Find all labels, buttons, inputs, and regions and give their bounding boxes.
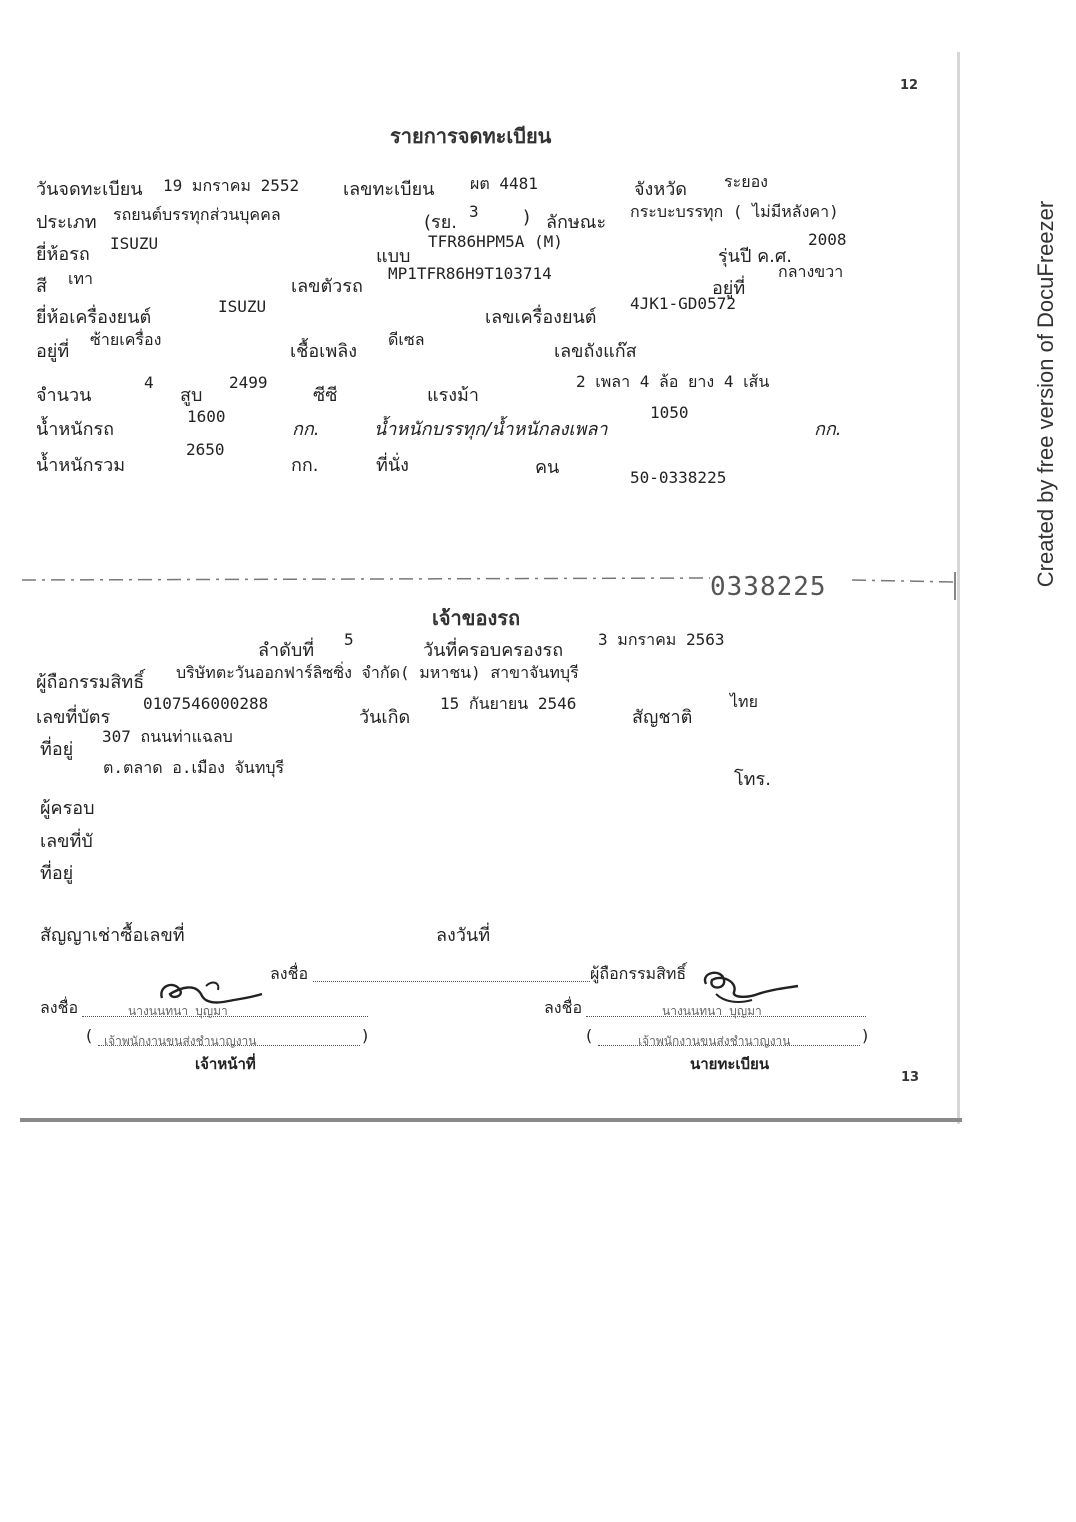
holder-sign-title: ผู้ถือกรรมสิทธิ์ [590, 964, 687, 983]
holder-label: ผู้ถือกรรมสิทธิ์ [36, 672, 145, 693]
left-signer-name: นางนนทนา บุญมา [128, 1004, 228, 1018]
chassis-value: MP1TFR86H9T103714 [388, 264, 552, 283]
engine-brand-value: ISUZU [218, 297, 267, 316]
chassis-location-label: อยู่ที่ [712, 278, 746, 299]
possess-date-value: 3 มกราคม 2563 [598, 630, 725, 649]
type-label: ประเภท [36, 212, 97, 233]
model-value: TFR86HPM5A (M) [428, 232, 563, 251]
chassis-label: เลขตัวรถ [291, 276, 363, 297]
kg-unit-2: กก. [814, 419, 842, 440]
model-label: แบบ [376, 246, 411, 267]
holder-sign-label: ลงชื่อ [270, 964, 309, 983]
province-label: จังหวัด [634, 179, 687, 200]
id-card-value: 0107546000288 [143, 694, 269, 713]
holder-sign-line [313, 980, 590, 982]
left-position: เจ้าพนักงานขนส่งชำนาญงาน [104, 1034, 257, 1048]
engine-no-value: 4JK1-GD0572 [630, 294, 736, 313]
gas-tank-label: เลขถังแก๊ส [554, 341, 637, 362]
year-label: รุ่นปี ค.ศ. [718, 246, 793, 267]
kg-unit-3: กก. [291, 455, 319, 476]
left-signature-mark [150, 976, 270, 1016]
style-value: กระบะบรรทุก ( ไม่มีหลังคา) [630, 202, 839, 221]
right-signer-name: นางนนทนา บุญมา [662, 1004, 762, 1018]
order-value: 5 [344, 630, 354, 649]
fuel-value: ดีเซล [388, 330, 425, 349]
engine-location-value: ซ้ายเครื่อง [90, 330, 162, 349]
reg-no-value: ผต 4481 [470, 174, 538, 193]
right-role: นายทะเบียน [690, 1055, 770, 1073]
color-label: สี [36, 276, 47, 297]
order-label: ลำดับที่ [258, 640, 315, 661]
color-value: เทา [68, 269, 93, 288]
province-value: ระยอง [724, 172, 768, 191]
gross-weight-label: น้ำหนักรวม [36, 455, 126, 476]
page-number-top: 12 [900, 78, 919, 93]
left-role: เจ้าหน้าที่ [195, 1055, 256, 1073]
right-sign-label: ลงชื่อ [544, 998, 583, 1017]
tel-label: โทร. [734, 769, 771, 790]
year-value: 2008 [808, 230, 847, 249]
sign-date-label: ลงวันที่ [436, 925, 491, 946]
left-paren-open: ( [86, 1026, 93, 1045]
reg-date-value: 19 มกราคม 2552 [163, 176, 300, 195]
reg-date-label: วันจดทะเบียน [36, 179, 143, 200]
address-line-2: ต.ตลาด อ.เมือง จันทบุรี [103, 758, 285, 777]
rs-value: 3 [469, 202, 479, 221]
rs-close: ) [523, 207, 531, 228]
address-label: ที่อยู่ [40, 739, 74, 760]
address-line-1: 307 ถนนท่าแฉลบ [102, 727, 233, 746]
engine-no-label: เลขเครื่องยนต์ [485, 307, 597, 328]
seats-label: ที่นั่ง [376, 455, 409, 476]
watermark-text: Created by free version of DocuFreezer [1033, 200, 1058, 588]
right-paren-open: ( [586, 1026, 593, 1045]
birth-date-label: วันเกิด [359, 707, 411, 728]
rs-label: (รย. [424, 212, 457, 233]
id-card-label: เลขที่บัตร [36, 707, 111, 728]
weight-label: น้ำหนักรถ [36, 419, 115, 440]
engine-brand-label: ยี่ห้อเครื่องยนต์ [36, 307, 152, 328]
possessor-id-label: เลขที่บั [40, 831, 93, 852]
cylinder-count-label: จำนวน [36, 385, 92, 406]
holder-value: บริษัทตะวันออกฟาร์ลิซซิ่ง จำกัด( มหาชน) สาขาจันทบุรี [176, 663, 579, 682]
cc-value: 2499 [229, 373, 268, 392]
load-label: น้ำหนักบรรทุก/น้ำหนักลงเพลา [374, 419, 608, 440]
possessor-address-label: ที่อยู่ [40, 863, 74, 884]
cc-label: ซีซี [313, 385, 338, 406]
right-signature-mark [694, 966, 804, 1010]
page-bottom-border [20, 1118, 962, 1122]
serial-number-large: 0338225 [710, 572, 827, 602]
left-sign-label: ลงชื่อ [40, 998, 79, 1017]
gross-weight-value: 2650 [186, 440, 225, 459]
cylinder-count-value: 4 [144, 373, 154, 392]
style-label: ลักษณะ [546, 212, 607, 233]
horsepower-label: แรงม้า [427, 385, 480, 406]
possess-date-label: วันที่ครอบครองรถ [423, 640, 564, 661]
possessor-label: ผู้ครอบ [40, 798, 95, 819]
axles-value: 2 เพลา 4 ล้อ ยาง 4 เส้น [576, 372, 770, 391]
lease-contract-label: สัญญาเช่าซื้อเลขที่ [40, 925, 185, 946]
load-value: 1050 [650, 403, 689, 422]
reg-no-label: เลขทะเบียน [343, 179, 435, 200]
registration-title: รายการจดทะเบียน [390, 124, 552, 148]
weight-value: 1600 [187, 407, 226, 426]
right-paren-close: ) [862, 1026, 869, 1045]
type-value: รถยนต์บรรทุกส่วนบุคคล [113, 205, 281, 224]
left-paren-close: ) [362, 1026, 369, 1045]
document-number: 50-0338225 [630, 468, 727, 487]
brand-value: ISUZU [110, 234, 159, 253]
owner-title: เจ้าของรถ [432, 606, 521, 630]
chassis-location-value: กลางขวา [778, 262, 844, 281]
engine-location-label: อยู่ที่ [36, 341, 70, 362]
persons-label: คน [535, 457, 560, 478]
fuel-label: เชื้อเพลิง [290, 341, 358, 362]
brand-label: ยี่ห้อรถ [36, 244, 90, 265]
cylinder-label: สูบ [180, 385, 203, 406]
kg-unit-1: กก. [292, 419, 320, 440]
nationality-label: สัญชาติ [632, 707, 693, 728]
right-position: เจ้าพนักงานขนส่งชำนาญงาน [638, 1034, 791, 1048]
birth-date-value: 15 กันยายน 2546 [440, 694, 577, 713]
page-number-bottom: 13 [901, 1070, 920, 1085]
nationality-value: ไทย [730, 692, 758, 711]
